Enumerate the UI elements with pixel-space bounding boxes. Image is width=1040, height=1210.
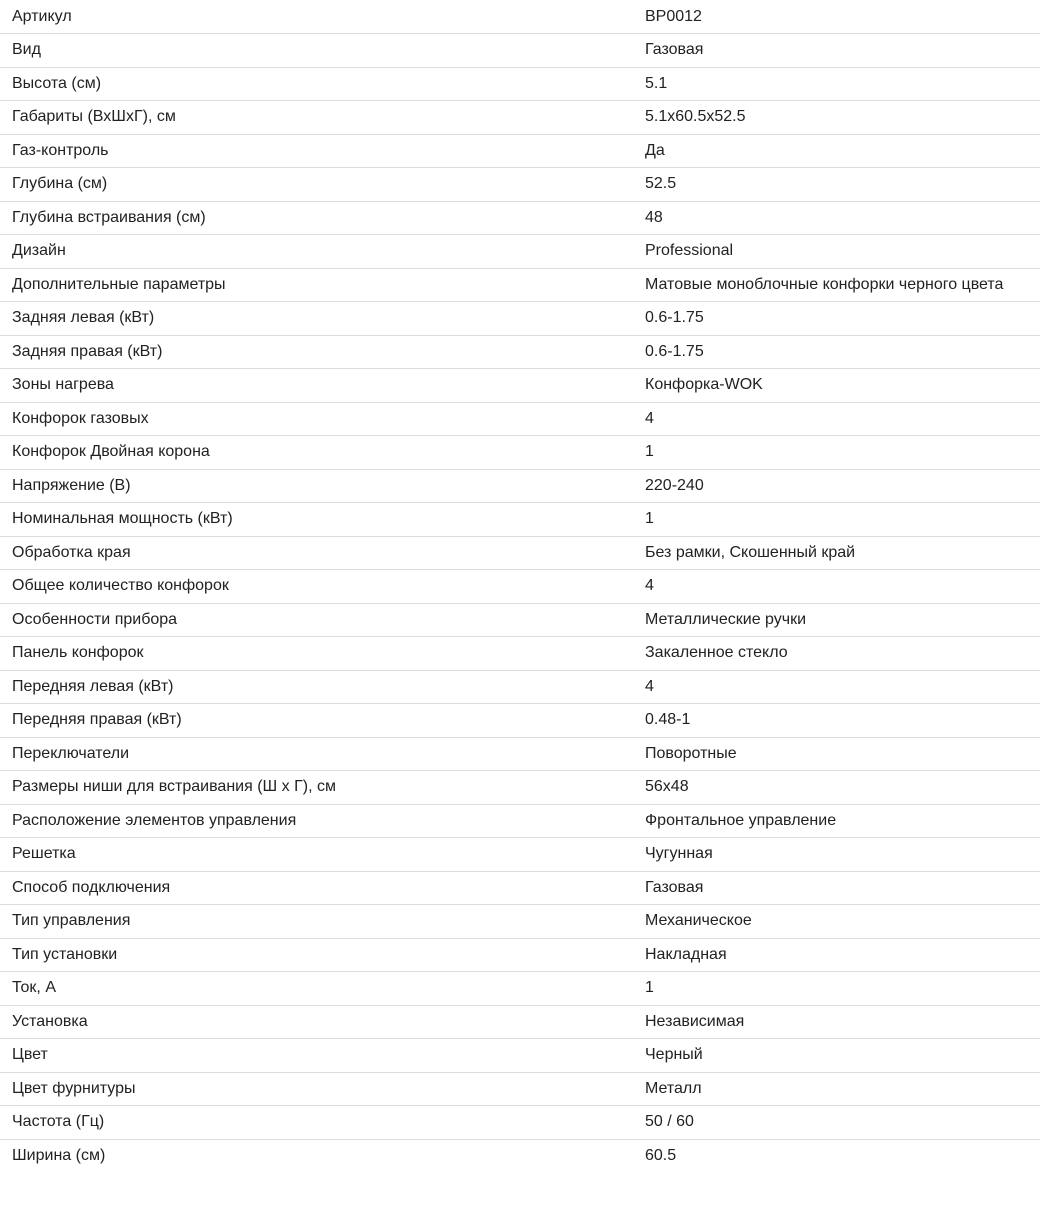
spec-label: Конфорок Двойная корона xyxy=(0,436,633,470)
spec-label: Ток, А xyxy=(0,972,633,1006)
spec-label: Номинальная мощность (кВт) xyxy=(0,503,633,537)
spec-value: 4 xyxy=(633,670,1040,704)
spec-value: 60.5 xyxy=(645,1147,677,1164)
spec-value: Независимая xyxy=(633,1005,1040,1039)
spec-label: Ширина (см) xyxy=(12,1147,106,1164)
table-row xyxy=(0,1139,1040,1173)
table-row xyxy=(0,1005,1040,1039)
spec-label: Установка xyxy=(0,1005,633,1039)
spec-value: Черный xyxy=(633,1039,1040,1073)
spec-value: Да xyxy=(633,134,1040,168)
spec-label: Задняя правая (кВт) xyxy=(0,335,633,369)
spec-label: Цвет фурнитуры xyxy=(0,1072,633,1106)
spec-value: Закаленное стекло xyxy=(633,637,1040,671)
table-row xyxy=(0,0,1040,34)
spec-value: 4 xyxy=(633,570,1040,604)
spec-value: Газовая xyxy=(633,34,1040,68)
table-row xyxy=(0,101,1040,135)
spec-value: BP0012 xyxy=(633,0,1040,34)
spec-value: Без рамки, Скошенный край xyxy=(633,536,1040,570)
spec-value: 1 xyxy=(633,436,1040,470)
spec-value: Металлические ручки xyxy=(633,603,1040,637)
spec-value: 52.5 xyxy=(633,168,1040,202)
spec-label: Переключатели xyxy=(0,737,633,771)
table-row xyxy=(0,302,1040,336)
spec-value: Чугунная xyxy=(633,838,1040,872)
spec-value: Конфорка-WOK xyxy=(633,369,1040,403)
spec-value: 0.6-1.75 xyxy=(633,335,1040,369)
table-row xyxy=(0,1072,1040,1106)
spec-value: Газовая xyxy=(633,871,1040,905)
table-row xyxy=(0,838,1040,872)
table-row xyxy=(0,402,1040,436)
spec-label: Передняя левая (кВт) xyxy=(0,670,633,704)
spec-label: Способ подключения xyxy=(0,871,633,905)
table-row xyxy=(0,637,1040,671)
spec-label: Глубина (см) xyxy=(0,168,633,202)
spec-value: 50 / 60 xyxy=(633,1106,1040,1140)
spec-label: Цвет xyxy=(0,1039,633,1073)
table-row xyxy=(0,436,1040,470)
spec-label: Зоны нагрева xyxy=(0,369,633,403)
spec-value: Накладная xyxy=(633,938,1040,972)
spec-label: Особенности прибора xyxy=(0,603,633,637)
table-row xyxy=(0,67,1040,101)
table-row xyxy=(0,771,1040,805)
spec-value: 0.48-1 xyxy=(633,704,1040,738)
table-row xyxy=(0,804,1040,838)
table-row xyxy=(0,503,1040,537)
table-row xyxy=(0,235,1040,269)
spec-label: Панель конфорок xyxy=(0,637,633,671)
table-row xyxy=(0,1106,1040,1140)
table-row xyxy=(0,1039,1040,1073)
table-row xyxy=(0,34,1040,68)
table-row xyxy=(0,905,1040,939)
table-row xyxy=(0,536,1040,570)
table-row xyxy=(0,201,1040,235)
table-row xyxy=(0,737,1040,771)
spec-label: Габариты (ВхШхГ), см xyxy=(0,101,633,135)
table-row xyxy=(0,972,1040,1006)
table-row xyxy=(0,134,1040,168)
table-row xyxy=(0,469,1040,503)
spec-value: Металл xyxy=(633,1072,1040,1106)
spec-label: Общее количество конфорок xyxy=(0,570,633,604)
spec-value: 56x48 xyxy=(633,771,1040,805)
spec-label: Глубина встраивания (см) xyxy=(0,201,633,235)
spec-label: Газ-контроль xyxy=(0,134,633,168)
table-row xyxy=(0,704,1040,738)
spec-value: Матовые моноблочные конфорки черного цвета xyxy=(633,268,1040,302)
spec-value: 1 xyxy=(633,972,1040,1006)
spec-label: Напряжение (В) xyxy=(0,469,633,503)
spec-label: Артикул xyxy=(0,0,633,34)
spec-label: Передняя правая (кВт) xyxy=(0,704,633,738)
table-row xyxy=(0,670,1040,704)
spec-value: 48 xyxy=(633,201,1040,235)
spec-label: Частота (Гц) xyxy=(0,1106,633,1140)
table-row xyxy=(0,335,1040,369)
spec-value: Поворотные xyxy=(633,737,1040,771)
spec-label: Дизайн xyxy=(0,235,633,269)
spec-value: 5.1x60.5x52.5 xyxy=(633,101,1040,135)
spec-value: Механическое xyxy=(633,905,1040,939)
spec-value: Professional xyxy=(633,235,1040,269)
table-row xyxy=(0,570,1040,604)
spec-label: Тип установки xyxy=(0,938,633,972)
table-row xyxy=(0,268,1040,302)
table-row xyxy=(0,603,1040,637)
spec-label: Вид xyxy=(0,34,633,68)
table-row xyxy=(0,871,1040,905)
spec-value: 4 xyxy=(633,402,1040,436)
spec-value: 220-240 xyxy=(633,469,1040,503)
spec-label: Обработка края xyxy=(0,536,633,570)
spec-label: Дополнительные параметры xyxy=(0,268,633,302)
spec-value: 0.6-1.75 xyxy=(633,302,1040,336)
spec-label: Высота (см) xyxy=(0,67,633,101)
spec-label: Тип управления xyxy=(0,905,633,939)
spec-value: 5.1 xyxy=(633,67,1040,101)
spec-label: Задняя левая (кВт) xyxy=(0,302,633,336)
table-row xyxy=(0,168,1040,202)
spec-label: Решетка xyxy=(0,838,633,872)
spec-value: 1 xyxy=(633,503,1040,537)
spec-label: Расположение элементов управления xyxy=(0,804,633,838)
spec-label: Конфорок газовых xyxy=(0,402,633,436)
spec-label: Размеры ниши для встраивания (Ш х Г), см xyxy=(0,771,633,805)
table-row xyxy=(0,938,1040,972)
table-row xyxy=(0,369,1040,403)
spec-value: Фронтальное управление xyxy=(633,804,1040,838)
